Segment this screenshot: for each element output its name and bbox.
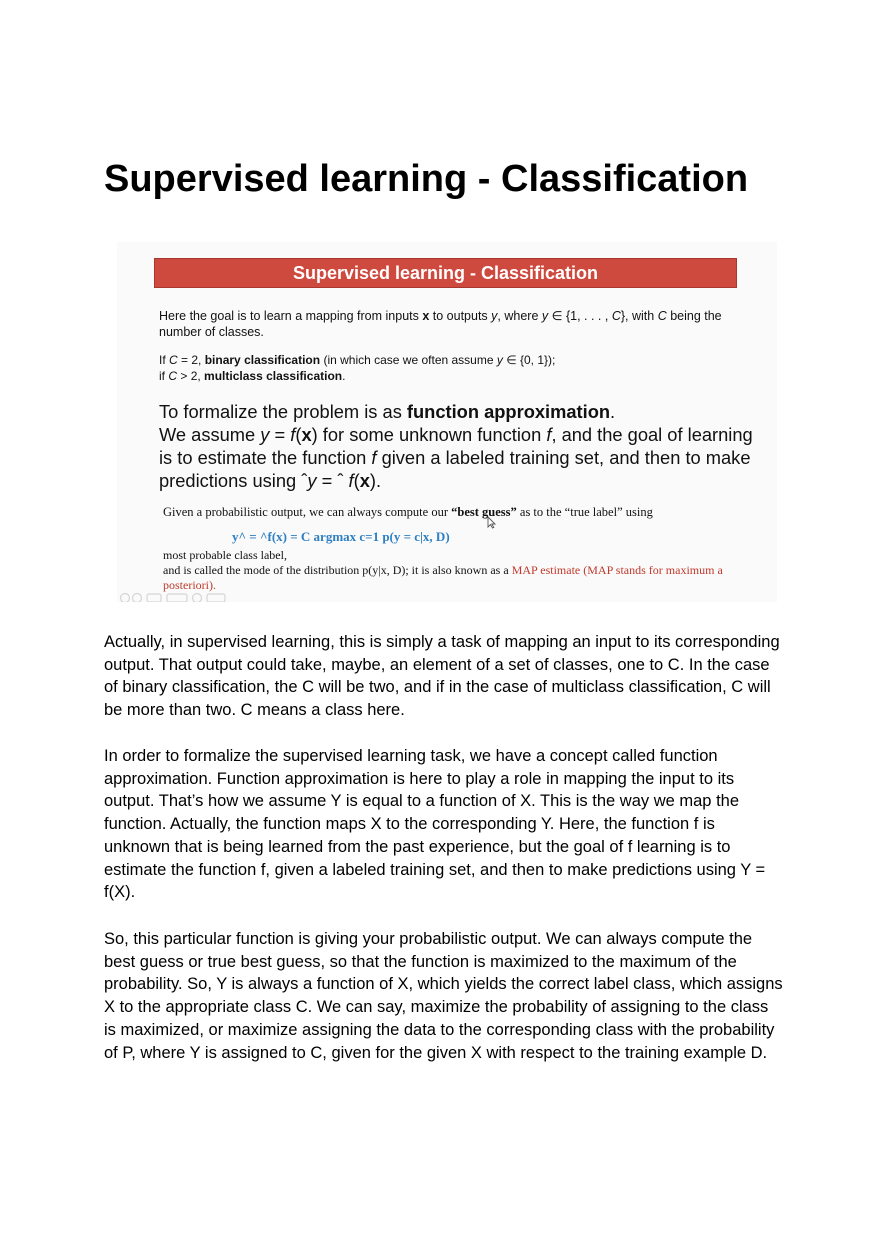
slide-banner: Supervised learning - Classification	[154, 258, 737, 288]
body-paragraph-1: Actually, in supervised learning, this is simply a task of mapping an input to its corresponding output. That output could take, maybe, an element of a set of classes, one to C. In the case of binary classification, the C will be two, and if in the case of multiclass classification, C will be more than two. C means a class here.	[104, 633, 780, 720]
slide-formula: y^ = ^f(x) = C argmax c=1 p(y = c|x, D)	[232, 529, 450, 544]
body-paragraph-2: In order to formalize the supervised learning task, we have a concept called function approximation. Function approximation is here to play a role in mapping the input to its output. That’s how we assume Y is equal to a function of X. This is the way we map the function. Actually, the function maps X to the corresponding Y. Here, the function f is unknown that is being learned from the past experience, but the goal of f learning is to estimate the function f, given a labeled training set, and then to make predictions using Y = f(X).	[104, 747, 766, 902]
page-title: Supervised learning - Classification	[104, 158, 749, 200]
slide-image	[117, 242, 777, 602]
slide-formalize-text: To formalize the problem is as function approximation. We assume y = f(x) for some unknown function f, and the goal of learning is to estimate the function f given a labeled training set, and then to make predictions using ˆy = ˆ f(x).	[159, 401, 753, 491]
watermark-icon	[119, 592, 229, 602]
slide-cases-text: If C = 2, binary classification (in which case we often assume y ∈ {0, 1}); if C > 2, multiclass classification.	[159, 353, 556, 383]
mouse-cursor-icon	[487, 516, 496, 529]
slide-intro-text: Here the goal is to learn a mapping from inputs x to outputs y, where y ∈ {1, . . . , C}, with C being the number of classes.	[159, 309, 722, 339]
slide-mode-text: most probable class label, and is called the mode of the distribution p(y|x, D); it is also known as a MAP estimate (MAP stands for maximum a posteriori).	[163, 548, 723, 592]
slide-best-guess-text: Given a probabilistic output, we can always compute our “best guess” as to the “true label” using	[163, 505, 653, 519]
body-paragraph-3: So, this particular function is giving your probabilistic output. We can always compute the best guess or true best guess, so that the function is maximized to the maximum of the probability. So, Y is always a function of X, which yields the correct label class, which assigns X to the appropriate class C. We can say, maximize the probability of assigning to the class is maximized, or maximize assigning the data to the corresponding class with the probability of P, where Y is assigned to C, given for the given X with respect to the training example D.	[104, 930, 783, 1062]
